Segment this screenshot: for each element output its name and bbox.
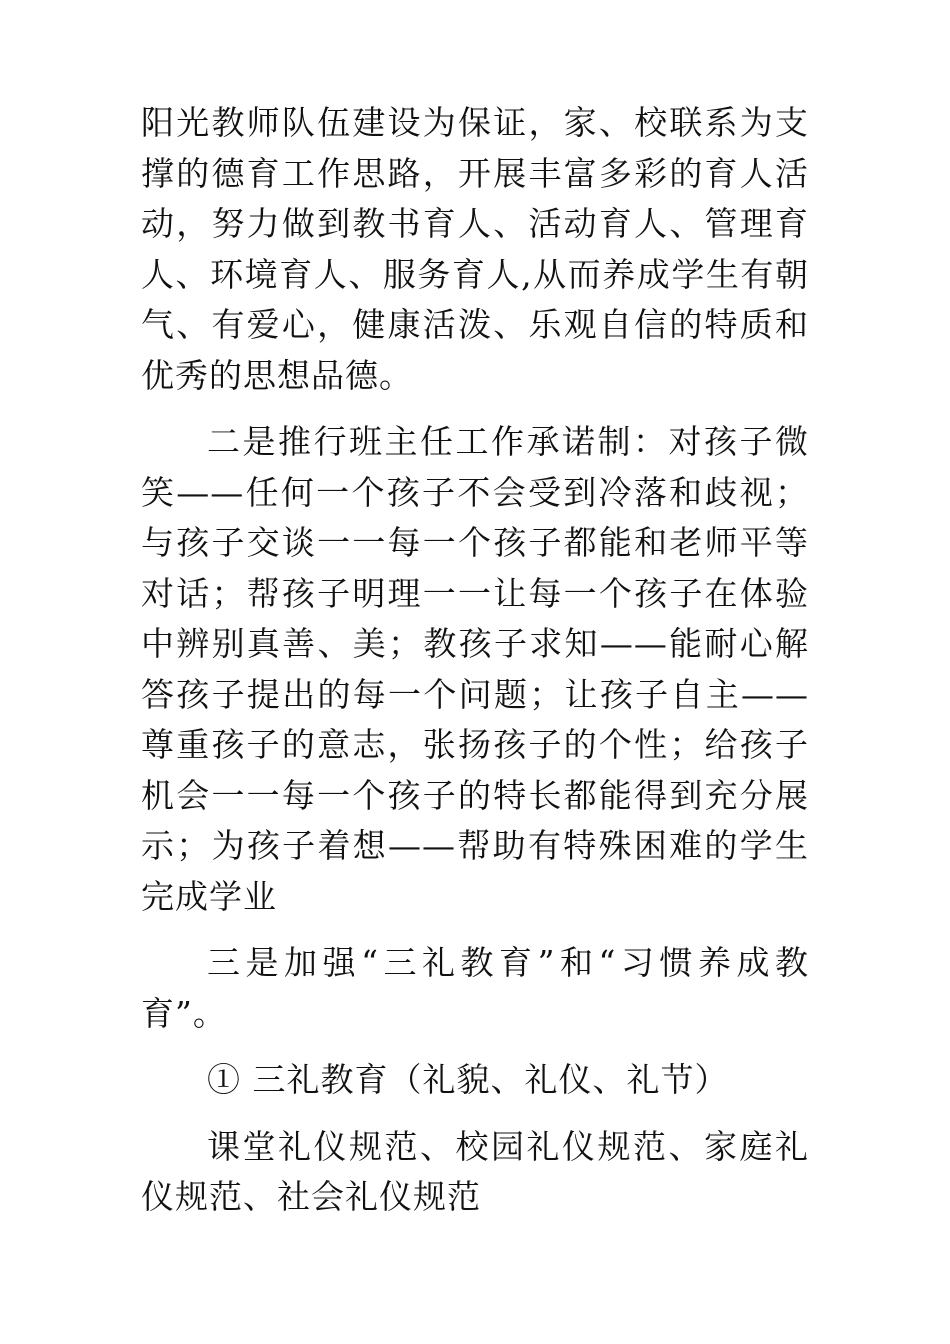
document-body [141, 98, 809, 1223]
paragraph-head-teacher-commitment: 二是推行班主任工作承诺制：对孩子微笑——任何一个孩子不会受到冷落和歧视；与孩子交谈一一每一个孩子都能和老师平等对话；帮孩子明理一一让每一个孩子在体验中辨别真善、美；教孩子求知——能耐心解答孩子提出的每一个问题；让孩子自主——尊重孩子的意志，张扬孩子的个性；给孩子机会一一每一个孩子的特长都能得到充分展示；为孩子着想——帮助有特殊困难的学生完成学业 [141, 422, 809, 916]
paragraph-three-etiquette-heading: ① 三礼教育（礼貌、礼仪、礼节） [207, 1060, 729, 1099]
paragraph-moral-education-approach: 阳光教师队伍建设为保证，家、校联系为支撑的德育工作思路，开展丰富多彩的育人活动，努力做到教书育人、活动育人、管理育人、环境育人、服务育人,从而养成学生有朝气、有爱心，健康活泼、乐观自信的特质和优秀的思想品德。 [141, 103, 809, 395]
paragraph-etiquette-norms: 课堂礼仪规范、校园礼仪规范、家庭礼仪规范、社会礼仪规范 [141, 1126, 809, 1216]
paragraph-etiquette-habit-education: 三是加强“三礼教育”和“习惯养成教育”。 [141, 943, 809, 1033]
